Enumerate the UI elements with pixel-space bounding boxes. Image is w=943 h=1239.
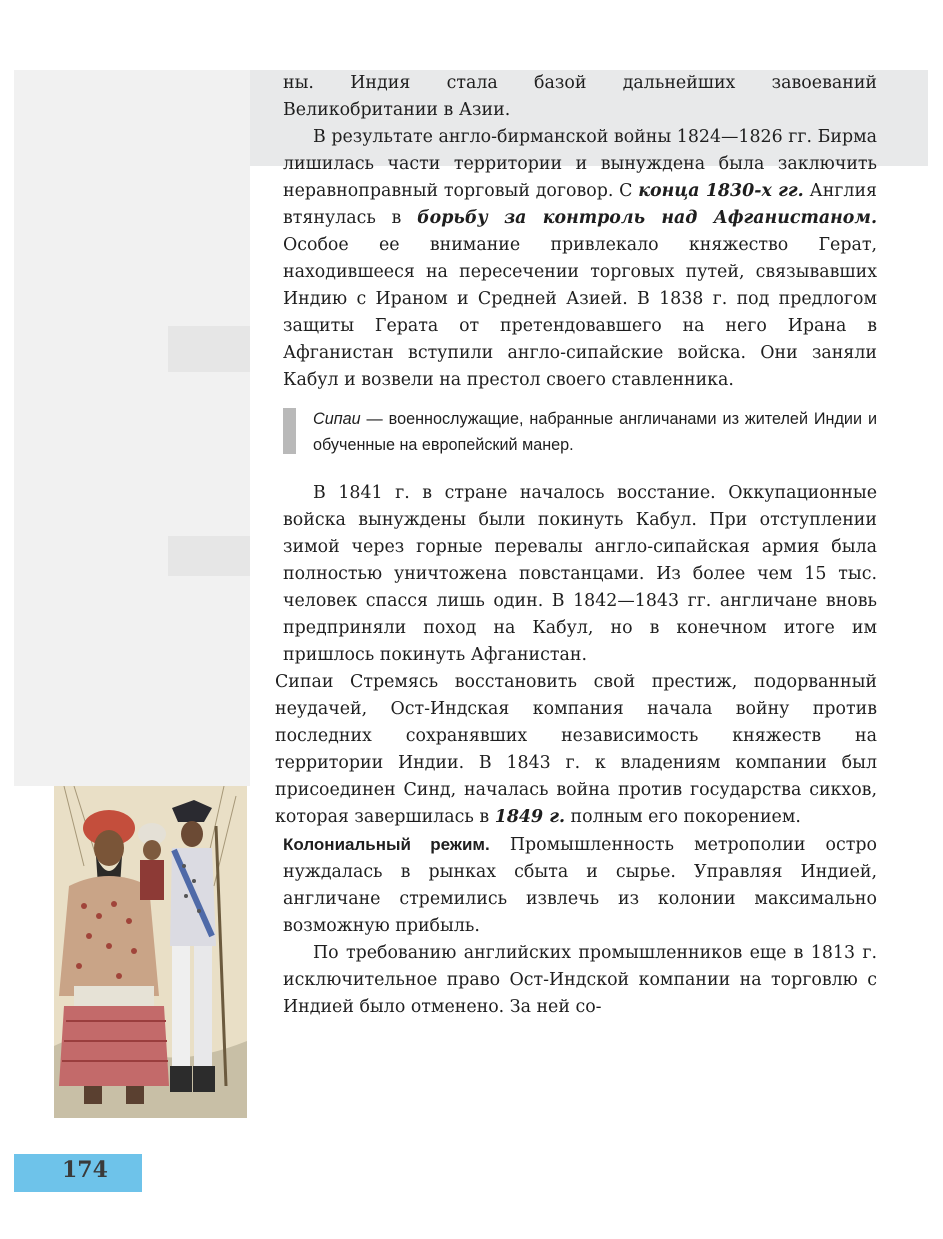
stray-label: Сипаи	[275, 672, 334, 692]
definition-text: Сипаи — военнослужащие, набранные англичанами из жителей Индии и обученные на европейский манер.	[313, 410, 877, 454]
emphasis-year: 1849 г.	[494, 807, 566, 827]
emphasis-date: конца 1830-х гг.	[638, 181, 804, 201]
paragraph-company-wars: Сипаи Стремясь восстановить свой престиж, подорванный неудачей, Ост-Индская компания начала войну против последних сохранявших независимость княжеств на территории Индии. В 1843 г. к владениям компании был присоединен Синд, началась война против государства сикхов, которая завершилась в 1849 г. полным его покорением.	[275, 672, 877, 827]
paragraph-colonial-regime: Колониальный режим. Промышленность метрополии остро нуждалась в рынках сбыта и сырье. Управляя Индией, англичане стремились извлечь из колонии максимально возможную прибыль.	[283, 835, 877, 936]
main-text-column	[275, 70, 878, 1021]
paragraph-burma-afghanistan: В результате англо-бирманской войны 1824—1826 гг. Бирма лишилась части территории и вынуждена была заключить неравноправный торговый договор. С конца 1830-х гг. Англия втянулась в борьбу за контроль над Афганистаном. Особое ее внимание привлекало княжество Герат, находившееся на пересечении торговых путей, связывавших Индию с Ираном и Средней Азией. В 1838 г. под предлогом защиты Герата от претендовавшего на него Ирана в Афганистан вступили англо-сипайские войска. Они заняли Кабул и возвели на престол своего ставленника.	[283, 127, 878, 390]
margin-ghost-block	[168, 326, 250, 372]
page-number: 174	[62, 1157, 108, 1183]
definition-box	[283, 402, 877, 462]
definition-bar	[283, 408, 296, 454]
paragraph-continuation: ны. Индия стала базой дальнейших завоеваний Великобритании в Азии.	[283, 73, 877, 120]
section-heading: Колониальный режим.	[283, 835, 490, 854]
margin-gray-band	[14, 70, 250, 786]
emphasis-afghanistan: борьбу за контроль над Афганистаном.	[417, 208, 877, 228]
sepoy-drawing	[54, 786, 247, 1118]
paragraph-uprising-1841: В 1841 г. в стране началось восстание. Оккупационные войска вынуждены были покинуть Кабул. При отступлении зимой через горные перевалы англо-сипайская армия была полностью уничтожена повстанцами. Из более чем 15 тыс. человек спасся лишь один. В 1842—1843 гг. англичане вновь предприняли поход на Кабул, но в конечном итоге им пришлось покинуть Афганистан.	[283, 483, 877, 665]
sepoy-illustration	[54, 786, 247, 1118]
margin-ghost-block	[168, 536, 250, 576]
definition-term: Сипаи	[313, 410, 361, 428]
paragraph-1813: По требованию английских промышленников еще в 1813 г. исключительное право Ост-Индской компании на торговлю с Индией было отменено. За ней со-	[283, 943, 877, 1017]
